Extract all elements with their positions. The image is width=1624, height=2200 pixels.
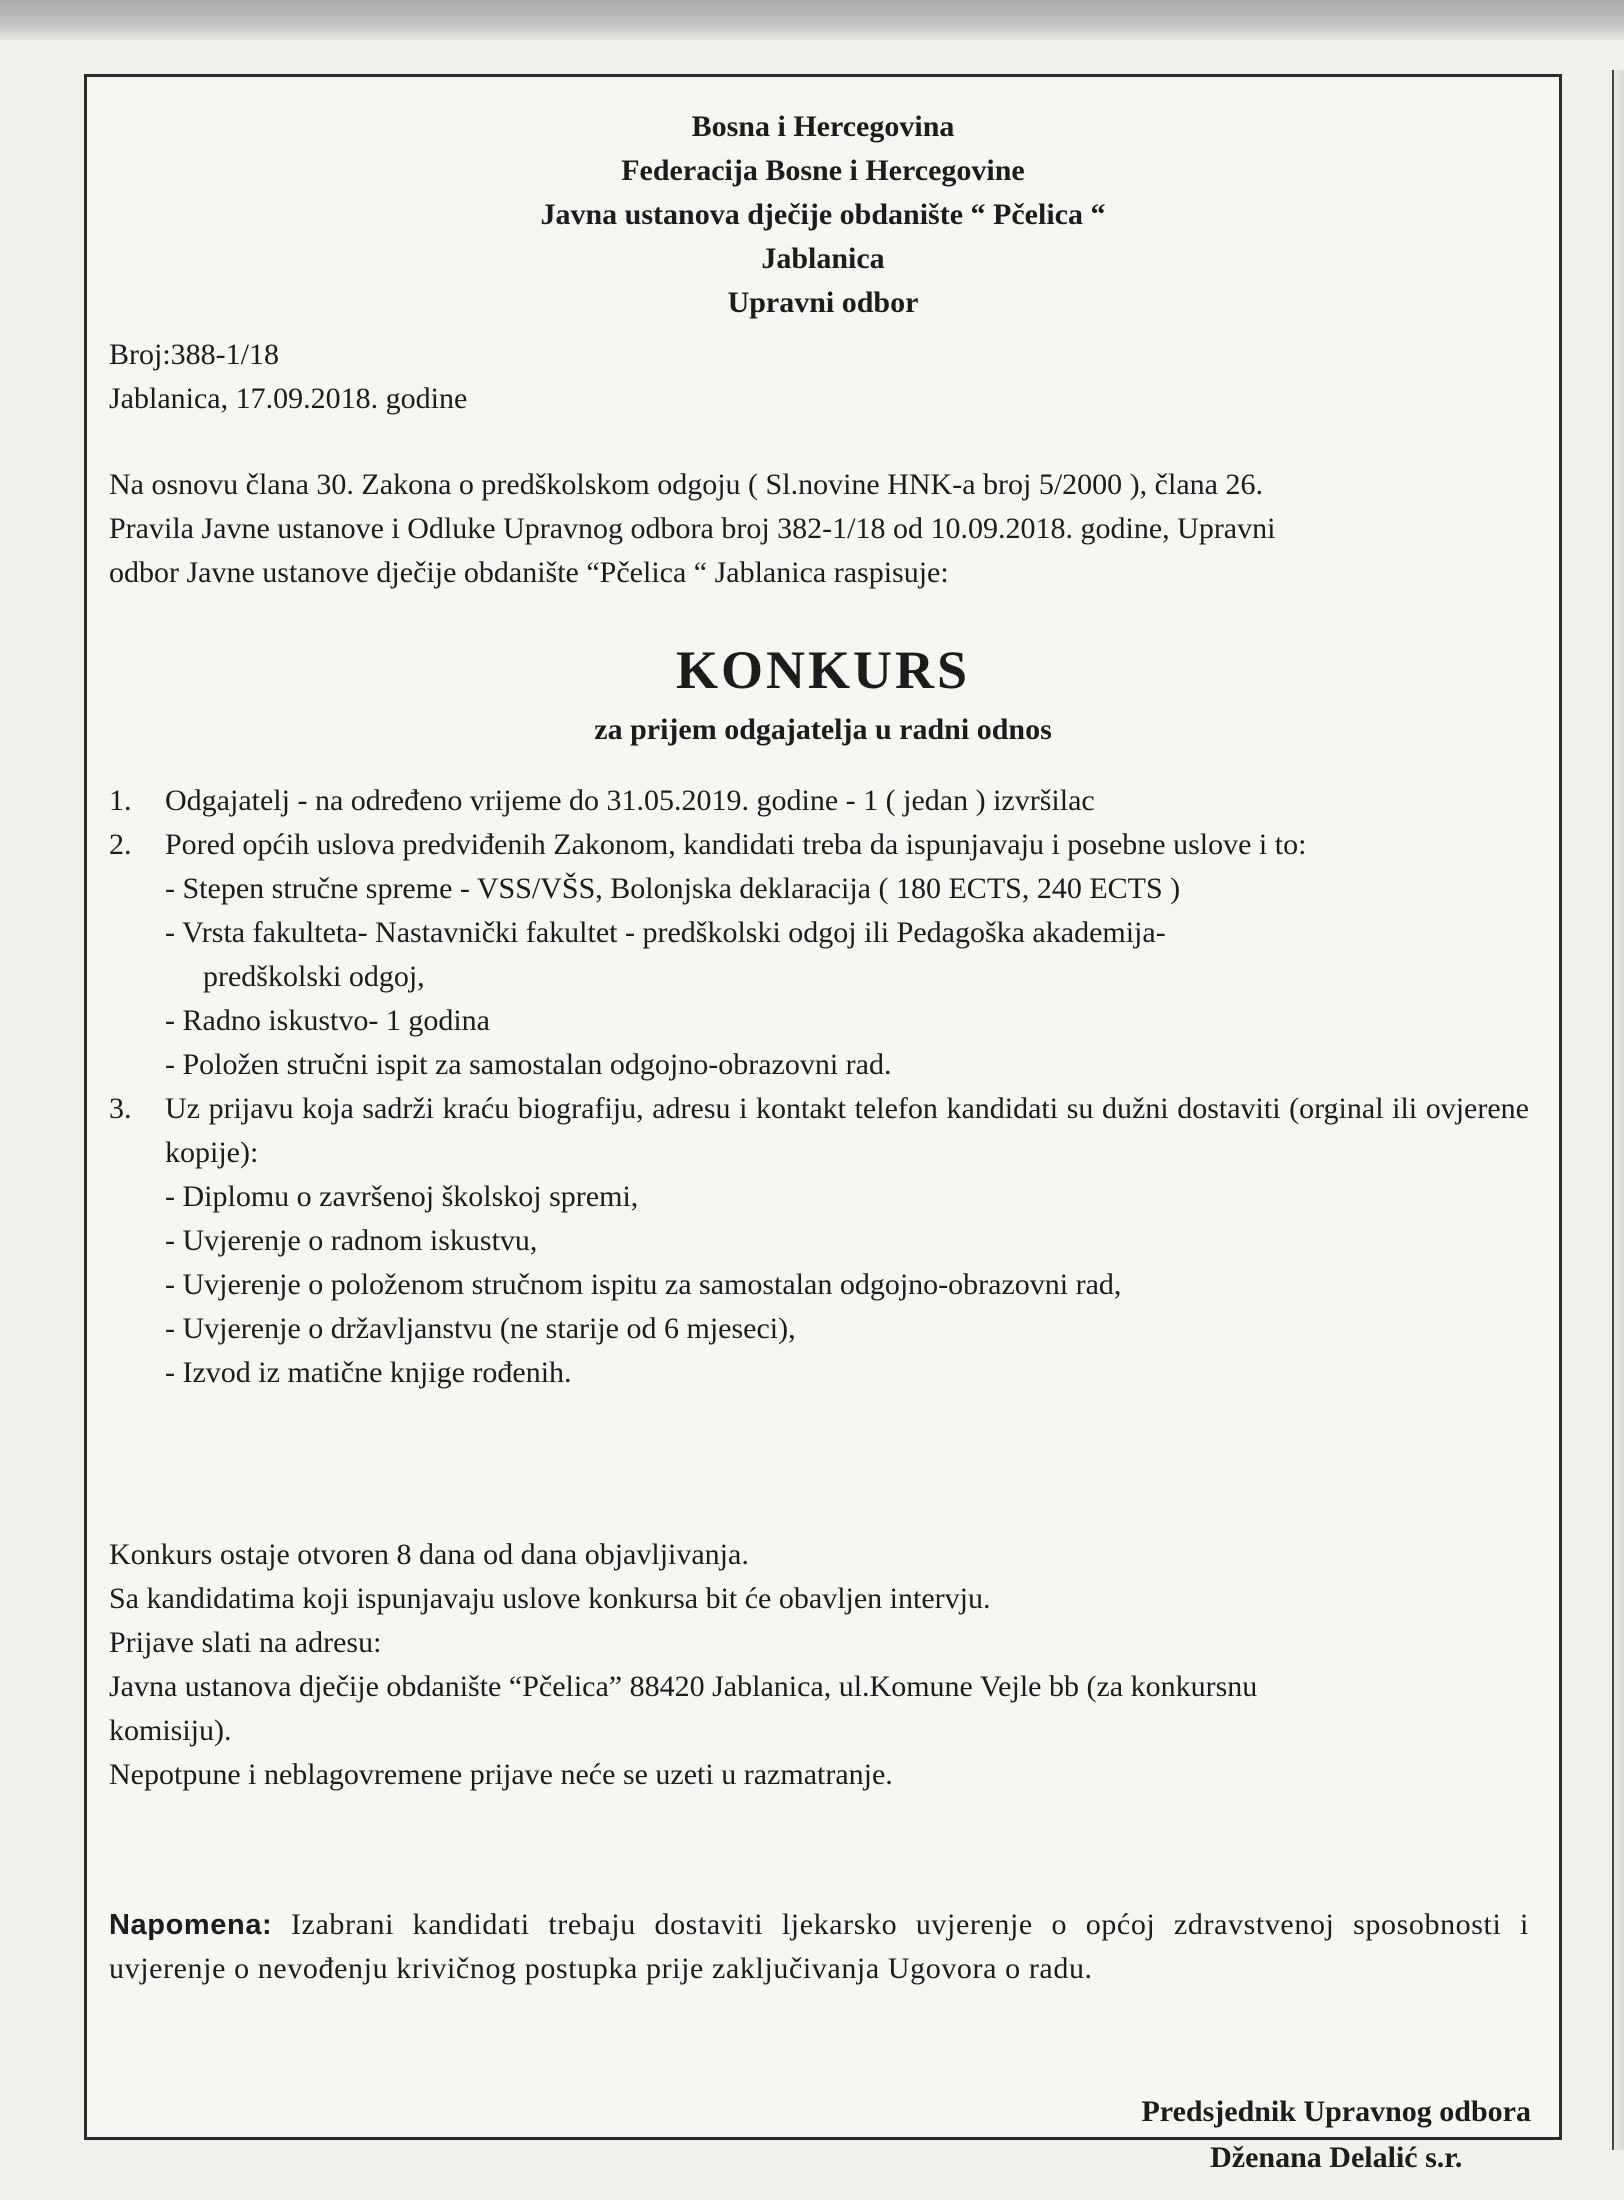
sub-item: - Uvjerenje o položenom stručnom ispitu za samostalan odgojno-obrazovni rad, — [165, 1268, 1122, 1301]
header-city: Jablanica — [761, 242, 885, 275]
intro-paragraph — [109, 463, 1529, 595]
sub-list — [109, 1175, 1529, 1395]
note-text: Izabrani kandidati trebaju dostaviti ljekarsko uvjerenje o općoj zdravstvenoj sposobnosti i uvjerenje o nevođenju krivičnog postupka prije zaključivanja Ugovora o radu. — [109, 1908, 1529, 1985]
sub-item: - Položen stručni ispit za samostalan odgojno-obrazovni rad. — [165, 1048, 892, 1081]
closing-address-cont: komisiju). — [109, 1714, 232, 1747]
scan-top-edge — [0, 0, 1624, 40]
signature-role: Predsjednik Upravnog odbora — [1141, 2095, 1531, 2128]
closing-line: Prijave slati na adresu: — [109, 1626, 382, 1659]
header — [87, 105, 1559, 325]
intro-line: Na osnovu člana 30. Zakona o predškolskom odgoju ( Sl.novine HNK-a broj 5/2000 ), člana 26. — [109, 468, 1263, 501]
sub-item-continuation: predškolski odgoj, — [203, 960, 425, 993]
sub-item: - Uvjerenje o državljanstvu (ne starije od 6 mjeseci), — [165, 1312, 796, 1345]
signature-name: Dženana Delalić s.r. — [1210, 2141, 1463, 2174]
announcement-frame — [84, 74, 1562, 2174]
sub-item: - Diplomu o završenoj školskoj spremi, — [165, 1180, 639, 1213]
signature-block — [1141, 2089, 1531, 2181]
intro-line: odbor Javne ustanove dječije obdanište “Pčelica “ Jablanica raspisuje: — [109, 556, 949, 589]
header-institution: Javna ustanova dječije obdanište “ Pčelica “ — [540, 198, 1106, 231]
sub-list — [109, 867, 1529, 1087]
list-item — [109, 823, 1529, 867]
sub-item: - Izvod iz matične knjige rođenih. — [165, 1356, 572, 1389]
header-country: Bosna i Hercegovina — [691, 110, 955, 143]
item-text: Pored općih uslova predviđenih Zakonom, kandidati treba da ispunjavaju i posebne uslove i to: — [165, 828, 1307, 861]
sub-item: - Radno iskustvo- 1 godina — [165, 1004, 490, 1037]
sub-item: - Stepen stručne spreme - VSS/VŠS, Bolonjska deklaracija ( 180 ECTS, 240 ECTS ) — [165, 872, 1181, 905]
closing-line: Konkurs ostaje otvoren 8 dana od dana objavljivanja. — [109, 1538, 749, 1571]
item-text: Uz prijavu koja sadrži kraću biografiju, adresu i kontakt telefon kandidati su dužni dostaviti (orginal ili ovjerene kopije): — [165, 1092, 1529, 1169]
item-number: 3. — [109, 1092, 132, 1125]
item-text: Odgajatelj - na određeno vrijeme do 31.05.2019. godine - 1 ( jedan ) izvršilac — [165, 784, 1095, 817]
numbered-list — [109, 779, 1529, 1395]
document-number: Broj:388-1/18 — [109, 338, 279, 371]
document-subtitle: za prijem odgajatelja u radni odnos — [594, 713, 1052, 746]
closing-notes — [109, 1533, 1529, 1797]
item-number: 1. — [109, 784, 132, 817]
list-item — [109, 779, 1529, 823]
document-title: KONKURS — [675, 640, 971, 700]
note-paragraph — [109, 1903, 1529, 1991]
sub-item: - Uvjerenje o radnom iskustvu, — [165, 1224, 538, 1257]
list-item — [109, 1087, 1529, 1175]
item-number: 2. — [109, 828, 132, 861]
closing-address: Javna ustanova dječije obdanište “Pčelica” 88420 Jablanica, ul.Komune Vejle bb (za konkursnu — [109, 1670, 1258, 1703]
sub-item: - Vrsta fakulteta- Nastavnički fakultet - predškolski odgoj ili Pedagoška akademija- — [165, 916, 1166, 949]
document-meta — [109, 333, 467, 421]
intro-line: Pravila Javne ustanove i Odluke Upravnog odbora broj 382-1/18 od 10.09.2018. godine, Upravni — [109, 512, 1276, 545]
note-label: Napomena: — [109, 1909, 273, 1941]
document-place-date: Jablanica, 17.09.2018. godine — [109, 382, 468, 415]
adjacent-column-edge — [1612, 70, 1624, 2150]
closing-line: Nepotpune i neblagovremene prijave neće se uzeti u razmatranje. — [109, 1758, 893, 1791]
header-federation: Federacija Bosne i Hercegovine — [621, 154, 1025, 187]
header-board: Upravni odbor — [727, 286, 919, 319]
closing-line: Sa kandidatima koji ispunjavaju uslove konkursa bit će obavljen intervju. — [109, 1582, 991, 1615]
